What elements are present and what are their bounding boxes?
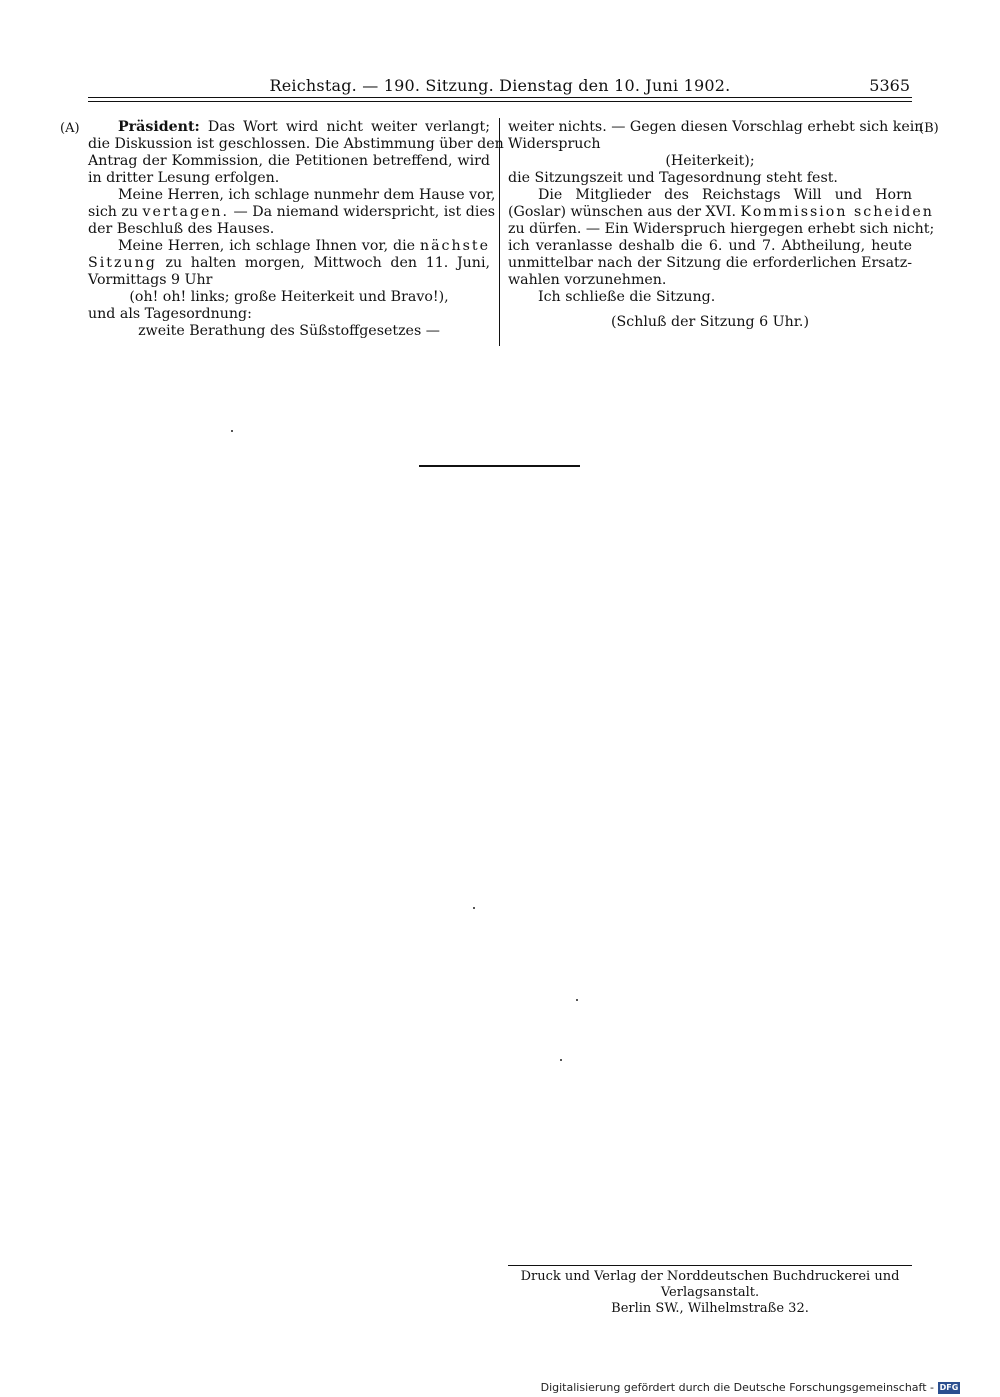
text-line: Vormittags 9 Uhr — [88, 272, 213, 288]
text-line: weiter nichts. — Gegen diesen Vorschlag erhebt sich kein — [508, 119, 924, 135]
text-line — [88, 238, 490, 255]
digitization-footer-text: Digitalisierung gefördert durch die Deutsche Forschungsgemeinschaft - — [540, 1381, 934, 1394]
imprint-line-address: Berlin SW., Wilhelmstraße 32. — [611, 1301, 809, 1316]
text-line — [88, 119, 490, 136]
imprint — [500, 1269, 920, 1317]
text-line: Die Mitglieder des Reichstags Will und Horn — [538, 187, 912, 203]
scan-speck — [576, 999, 578, 1001]
text-emphasis: nächste — [419, 238, 490, 254]
text-line: die Diskussion ist geschlossen. Die Abstimmung über den — [88, 136, 504, 152]
text-fragment: (Goslar) wünschen aus der XVI. — [508, 204, 736, 220]
scan-speck — [560, 1059, 562, 1061]
text-fragment: — Da niemand widerspricht, ist dies — [233, 204, 496, 220]
text-line: zweite Berathung des Süßstoffgesetzes — — [138, 323, 440, 339]
right-column — [508, 119, 935, 331]
text-line: (Heiterkeit); — [665, 153, 755, 169]
text-line: der Beschluß des Hauses. — [88, 221, 275, 237]
page-number: 5365 — [869, 76, 910, 95]
scan-speck — [231, 430, 233, 432]
text-line — [88, 255, 490, 272]
session-close-note: (Schluß der Sitzung 6 Uhr.) — [611, 314, 809, 330]
left-column — [88, 119, 504, 340]
text-line: die Sitzungszeit und Tagesordnung steht fest. — [508, 170, 838, 186]
text-line: Antrag der Kommission, die Petitionen betreffend, wird — [88, 153, 490, 169]
text-line: wahlen vorzunehmen. — [508, 272, 667, 288]
text-line: (oh! oh! links; große Heiterkeit und Bravo!), — [129, 289, 449, 305]
text-fragment: Meine Herren, ich schlage Ihnen vor, die — [118, 238, 416, 254]
speaker-label: Präsident: — [118, 119, 200, 135]
text-fragment: Das Wort wird nicht weiter verlangt; — [207, 119, 490, 135]
text-line: Meine Herren, ich schlage nunmehr dem Hause vor, — [118, 187, 496, 203]
text-fragment: zu halten morgen, Mittwoch den 11. Juni, — [165, 255, 490, 271]
text-emphasis: Kommission scheiden — [740, 204, 934, 220]
text-line: Widerspruch — [508, 136, 601, 152]
imprint-rule — [508, 1265, 912, 1266]
section-end-rule — [419, 465, 580, 467]
digitization-footer — [541, 1381, 960, 1394]
text-line: zu dürfen. — Ein Widerspruch hiergegen erhebt sich nicht; — [508, 221, 935, 237]
header-rule — [88, 97, 912, 98]
header-rule-secondary — [88, 101, 912, 102]
margin-mark-a: (A) — [60, 121, 80, 136]
text-line: Ich schließe die Sitzung. — [538, 289, 716, 305]
text-line: ich veranlasse deshalb die 6. und 7. Abtheilung, heute — [508, 238, 912, 254]
text-line: und als Tagesordnung: — [88, 306, 252, 322]
margin-mark-b: (B) — [919, 121, 939, 136]
text-emphasis: vertagen. — [142, 204, 230, 220]
text-line — [88, 204, 496, 221]
text-line — [508, 204, 934, 221]
text-emphasis: Sitzung — [88, 255, 157, 271]
column-divider — [499, 118, 500, 346]
text-line: unmittelbar nach der Sitzung die erforderlichen Ersatz- — [508, 255, 912, 271]
scan-speck — [473, 907, 475, 909]
imprint-line-publisher: Druck und Verlag der Norddeutschen Buchdruckerei und Verlagsanstalt. — [520, 1269, 900, 1300]
page-header-title: Reichstag. — 190. Sitzung. Dienstag den 10. Juni 1902. — [269, 76, 731, 95]
text-fragment: sich zu — [88, 204, 139, 220]
text-line: in dritter Lesung erfolgen. — [88, 170, 280, 186]
dfg-logo-icon: DFG — [939, 1382, 959, 1392]
